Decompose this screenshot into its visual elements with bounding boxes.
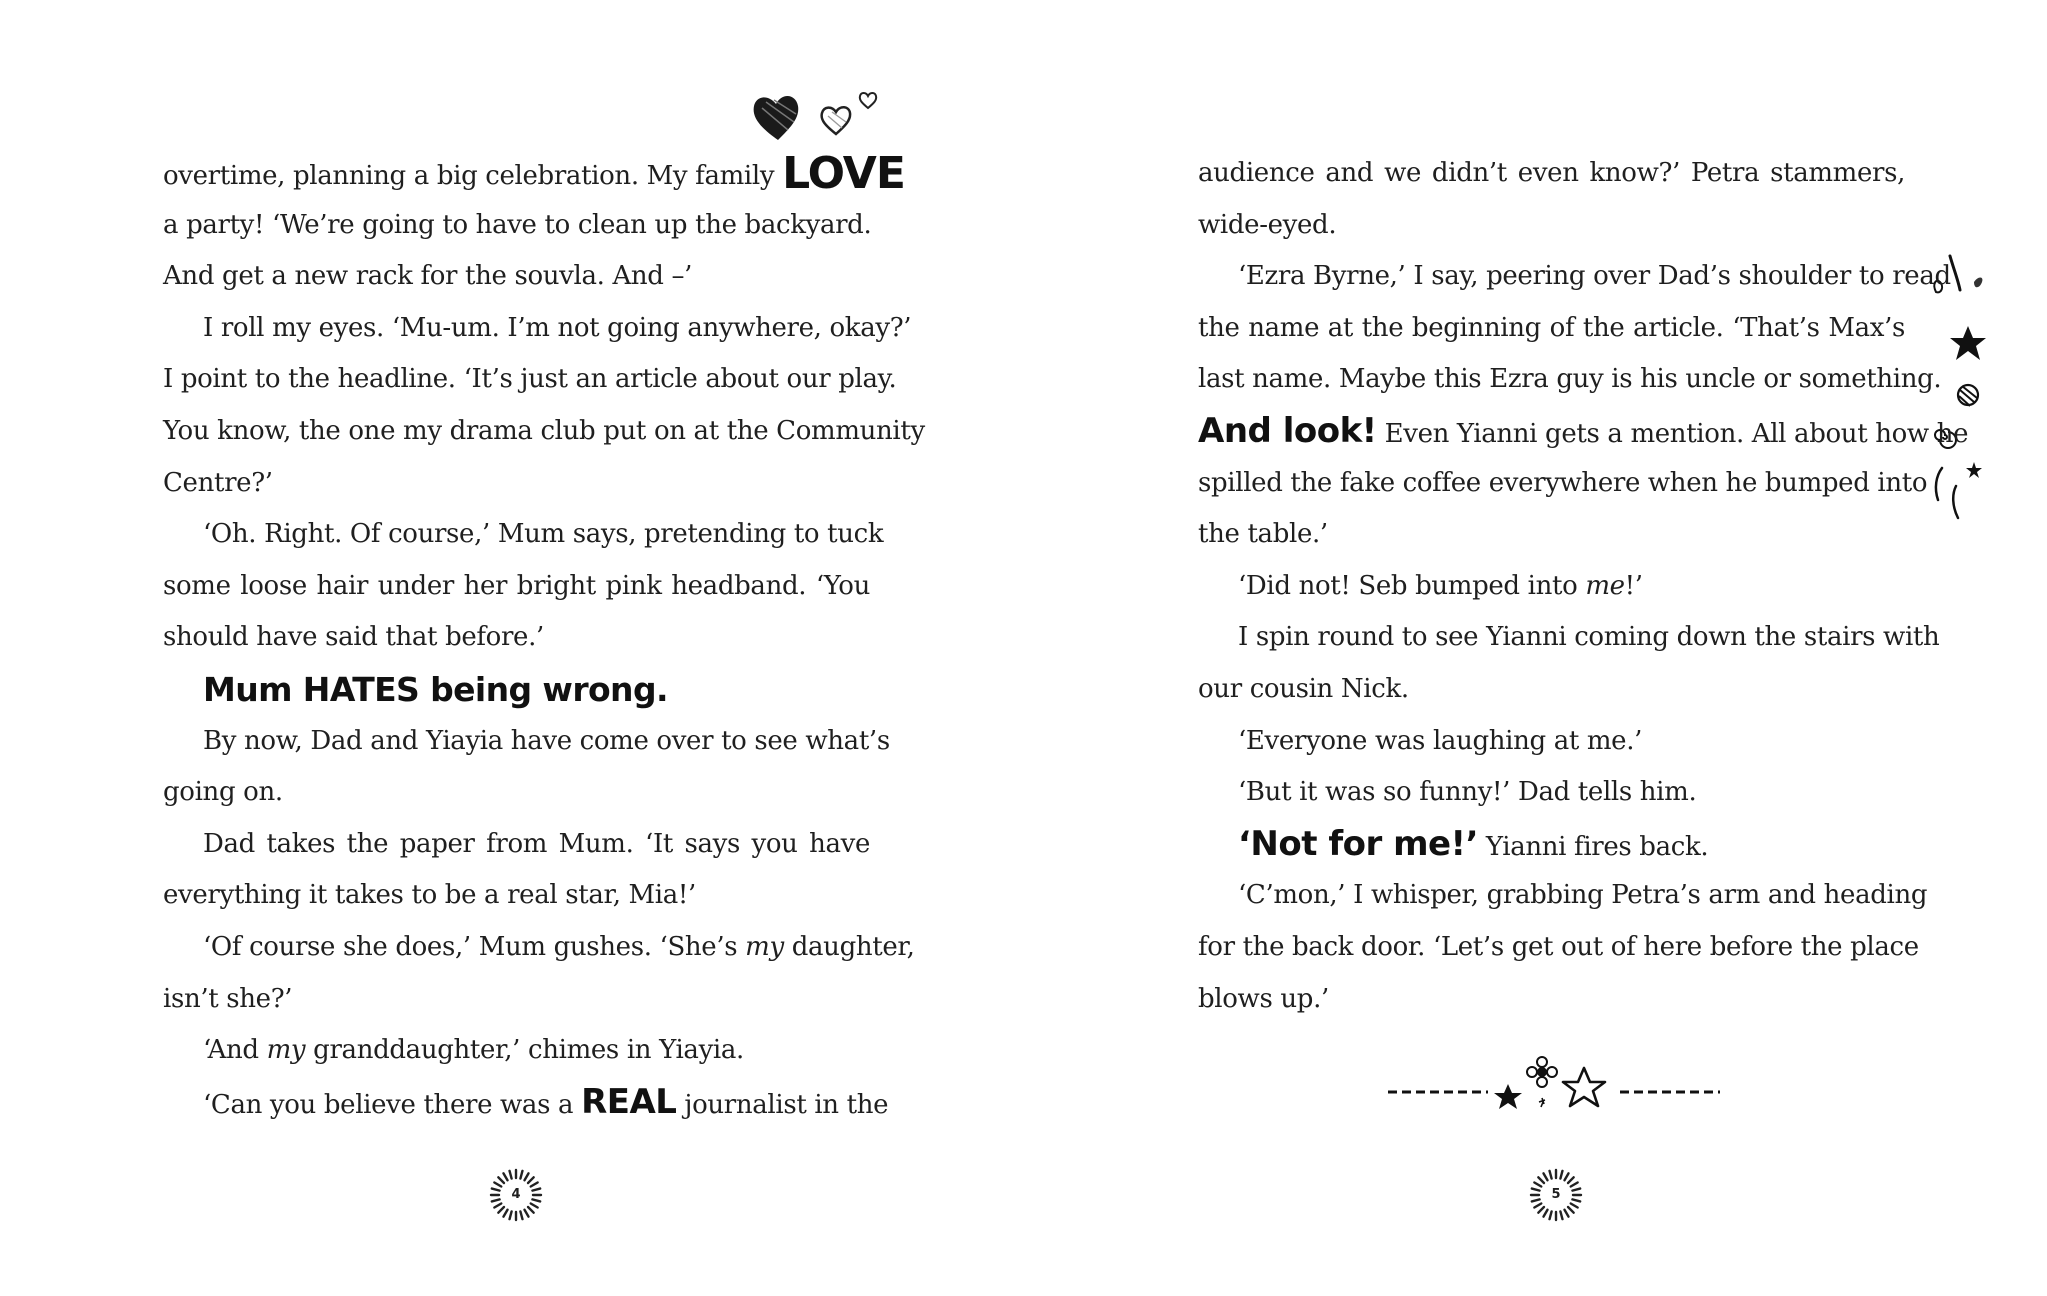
page-number: 4: [489, 1168, 543, 1222]
text-line: You know, the one my drama club put on at the Community: [163, 415, 925, 446]
text-line: By now, Dad and Yiayia have come over to see what’s: [203, 725, 890, 756]
text-line: isn’t she?’: [163, 983, 293, 1014]
hearts-doodle-icon: [748, 82, 888, 146]
text-line: going on.: [163, 777, 283, 808]
mum-hates-being-wrong-heading: Mum HATES being wrong.: [203, 669, 668, 709]
left-page: [0, 0, 1023, 1296]
text-line: ‘C’mon,’ I whisper, grabbing Petra’s arm and heading: [1238, 880, 1928, 911]
left-page-text: [163, 148, 925, 1128]
text-line: the name at the beginning of the article. ‘That’s Max’s: [1198, 312, 1905, 343]
text-line: some loose hair under her bright pink headband. ‘You: [163, 570, 870, 601]
text-line: And look! Even Yianni gets a mention. All about how he: [1198, 410, 1969, 451]
text-line: blows up.’: [1198, 983, 1329, 1014]
text-line: for the back door. ‘Let’s get out of here before the place: [1198, 931, 1919, 962]
text-line: should have said that before.’: [163, 622, 544, 653]
right-page: [1024, 0, 2047, 1296]
text-line: ‘Not for me!’ Yianni fires back.: [1238, 823, 1709, 864]
text-line: the table.’: [1198, 519, 1328, 550]
text-line: spilled the fake coffee everywhere when he bumped into: [1198, 467, 1928, 498]
text-line: ‘Can you believe there was a REAL journalist in the: [203, 1081, 889, 1122]
text-line: wide-eyed.: [1198, 209, 1337, 240]
text-line: a party! ‘We’re going to have to clean up the backyard.: [163, 209, 872, 240]
text-line: I point to the headline. ‘It’s just an article about our play.: [163, 364, 897, 395]
and-look-emphasis: And look!: [1198, 410, 1377, 451]
real-emphasis: REAL: [581, 1081, 677, 1122]
text-line: Centre?’: [163, 467, 273, 498]
text-line: ‘Oh. Right. Of course,’ Mum says, pretending to tuck: [203, 519, 884, 550]
right-page-text: [1198, 148, 1969, 1025]
text-line: audience and we didn’t even know?’ Petra stammers,: [1198, 158, 1905, 188]
text-line: ‘But it was so funny!’ Dad tells him.: [1238, 777, 1697, 808]
text-line: ‘Everyone was laughing at me.’: [1238, 725, 1643, 756]
text-line: ‘Of course she does,’ Mum gushes. ‘She’s my daughter,: [203, 931, 915, 962]
page-number: 5: [1529, 1168, 1583, 1222]
not-for-me-emphasis: ‘Not for me!’: [1238, 823, 1478, 864]
text-line: everything it takes to be a real star, Mia!’: [163, 880, 696, 911]
text-line: overtime, planning a big celebration. My family LOVE: [163, 148, 905, 199]
text-line: I spin round to see Yianni coming down the stairs with: [1238, 622, 1940, 653]
text-line: last name. Maybe this Ezra guy is his uncle or something.: [1198, 364, 1942, 395]
section-break-doodle-icon: [1384, 1050, 1724, 1120]
text-line: I roll my eyes. ‘Mu-um. I’m not going anywhere, okay?’: [203, 312, 912, 343]
text-line: Dad takes the paper from Mum. ‘It says you have: [203, 828, 870, 859]
text-line: our cousin Nick.: [1198, 673, 1409, 704]
love-emphasis: LOVE: [782, 148, 905, 199]
text-line: ‘Ezra Byrne,’ I say, peering over Dad’s shoulder to read: [1238, 261, 1951, 292]
text-line: ‘Did not! Seb bumped into me!’: [1238, 570, 1643, 601]
text-line: ‘And my granddaughter,’ chimes in Yiayia.: [203, 1035, 744, 1066]
text-line: And get a new rack for the souvla. And –’: [163, 261, 693, 292]
